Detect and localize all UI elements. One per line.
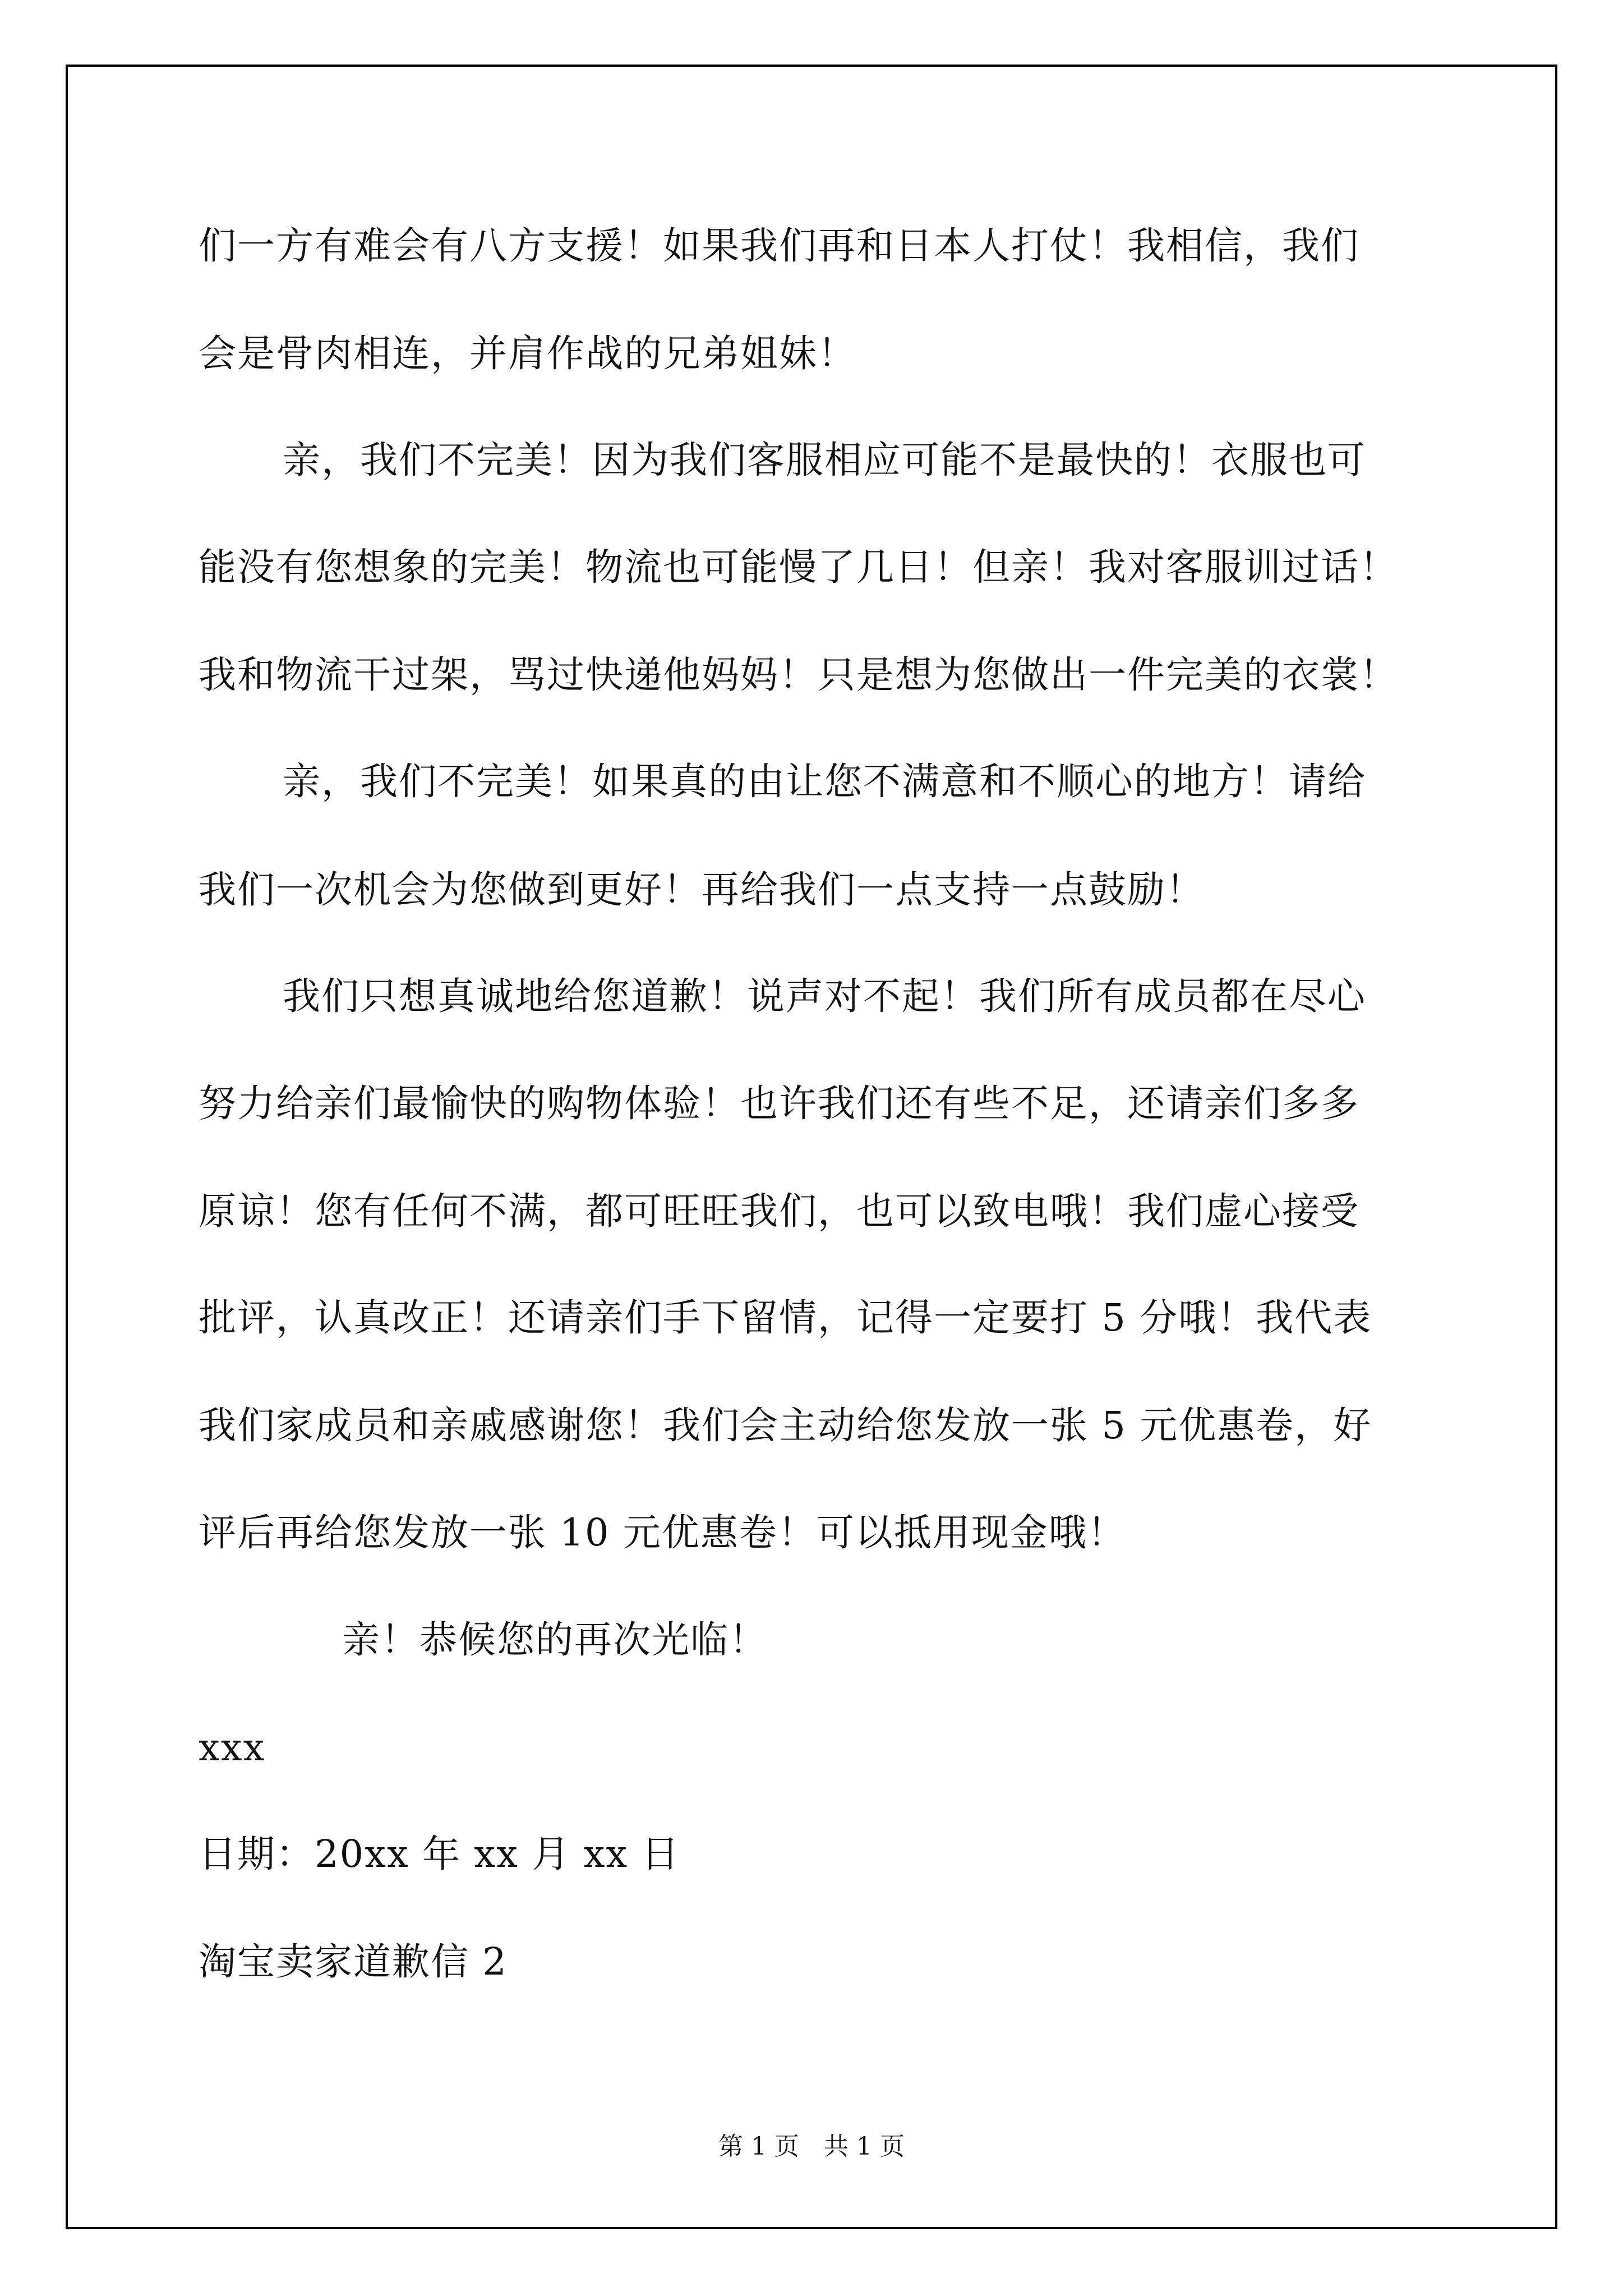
paragraph-line: 能没有您想象的完美！物流也可能慢了几日！但亲！我对客服训过话！	[199, 545, 1398, 589]
paragraph-line: 亲，我们不完美！如果真的由让您不满意和不顺心的地方！请给	[283, 760, 1366, 803]
paragraph-line: 评后再给您发放一张 10 元优惠卷！可以抵用现金哦！	[199, 1511, 1126, 1554]
paragraph-line: 我们家成员和亲戚感谢您！我们会主动给您发放一张 5 元优惠卷，好	[199, 1404, 1372, 1447]
paragraph-line: 我和物流干过架，骂过快递他妈妈！只是想为您做出一件完美的衣裳！	[199, 653, 1398, 697]
section-title: 淘宝卖家道歉信 2	[199, 1940, 508, 1984]
paragraph-line: 我们一次机会为您做到更好！再给我们一点支持一点鼓励！	[199, 868, 1205, 912]
paragraph-line: 批评，认真改正！还请亲们手下留情，记得一定要打 5 分哦！我代表	[199, 1296, 1372, 1340]
page-footer: 第 1 页 共 1 页	[718, 2132, 905, 2161]
page-border	[66, 65, 1557, 2229]
signature: xxx	[199, 1726, 266, 1769]
paragraph-line: 努力给亲们最愉快的购物体验！也许我们还有些不足，还请亲们多多	[199, 1082, 1359, 1125]
paragraph-line: 亲，我们不完美！因为我们客服相应可能不是最快的！衣服也可	[283, 438, 1366, 482]
paragraph-line: 我们只想真诚地给您道歉！说声对不起！我们所有成员都在尽心	[283, 974, 1366, 1018]
paragraph-line: 原谅！您有任何不满，都可旺旺我们，也可以致电哦！我们虚心接受	[199, 1189, 1359, 1233]
date-line: 日期：20xx 年 xx 月 xx 日	[199, 1832, 680, 1876]
paragraph-line: 们一方有难会有八方支援！如果我们再和日本人打仗！我相信，我们	[199, 224, 1359, 268]
paragraph-line: 会是骨肉相连，并肩作战的兄弟姐妹！	[199, 332, 856, 375]
closing-line: 亲！恭候您的再次光临！	[342, 1618, 768, 1662]
